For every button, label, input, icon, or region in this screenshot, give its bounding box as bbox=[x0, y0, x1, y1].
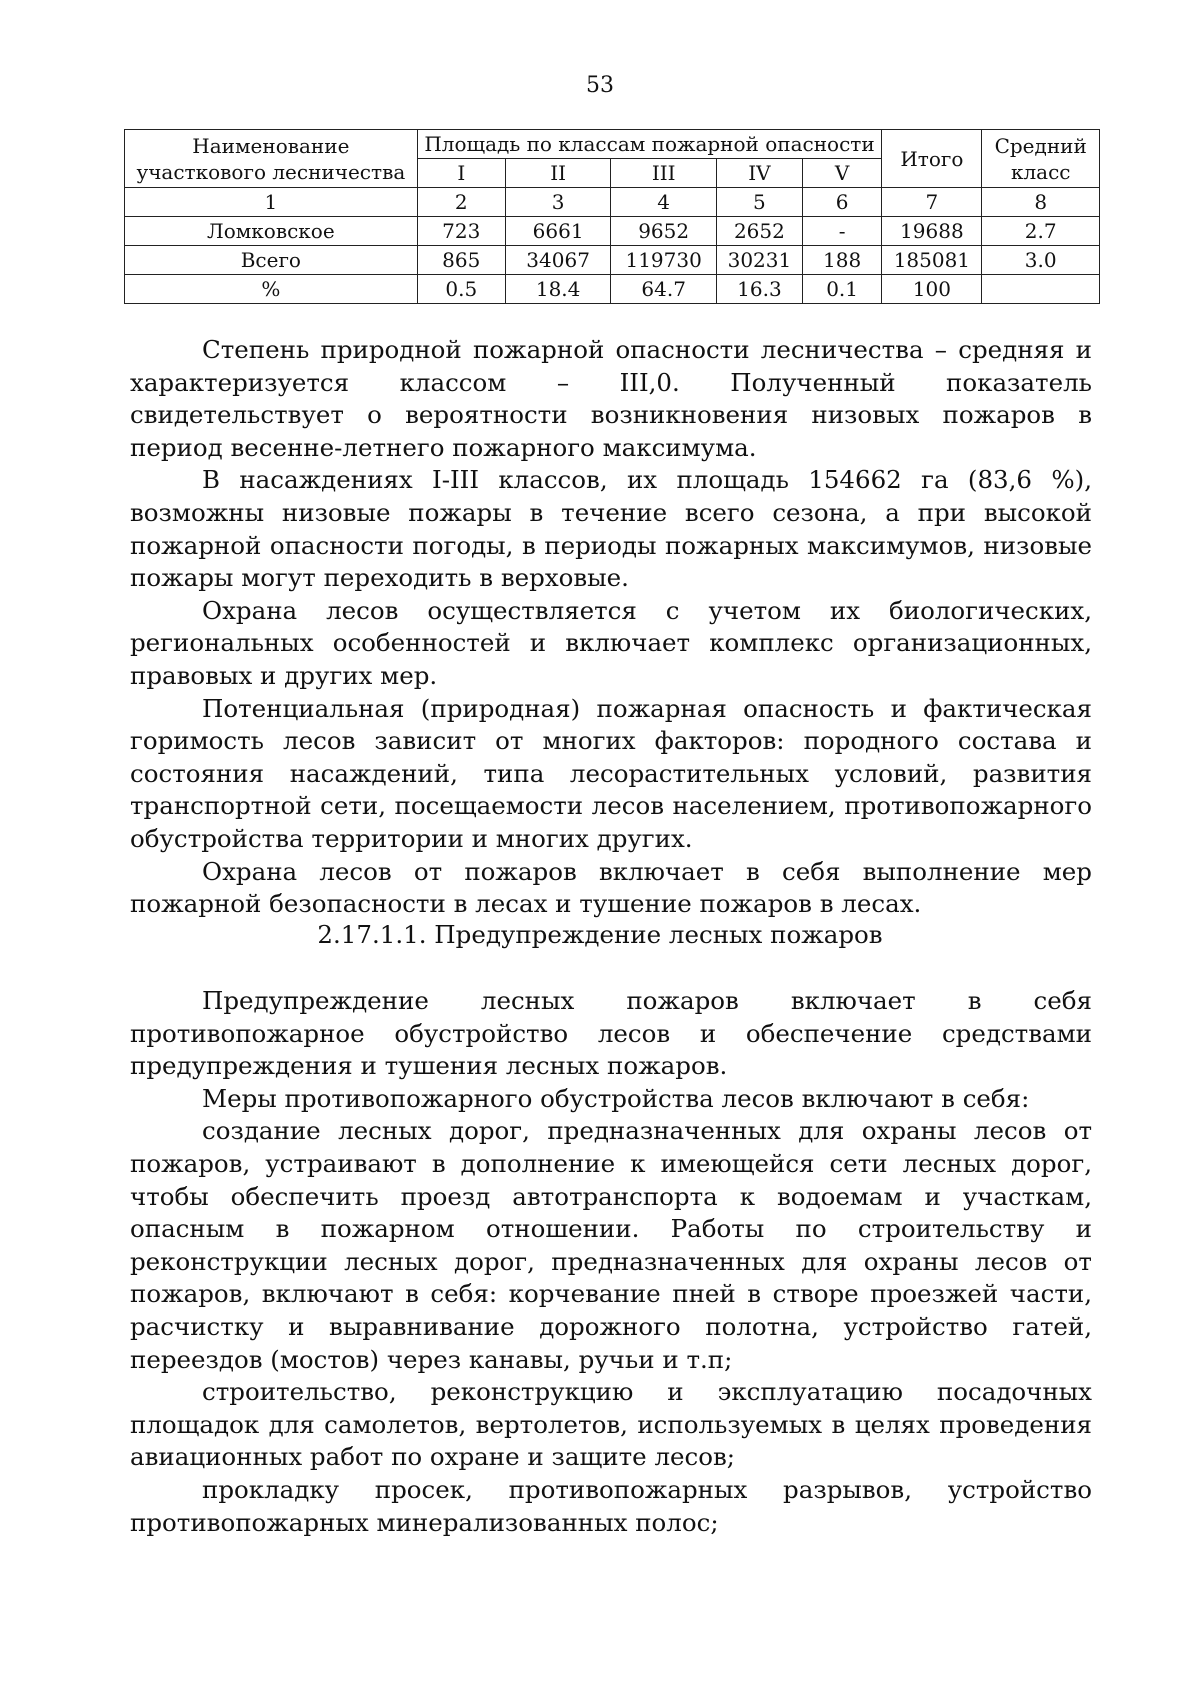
prevention-text bbox=[130, 985, 1092, 1539]
paragraph: В насаждениях I-III классов, их площадь 154662 га (83,6 %), возможны низовые пожары в течение всего сезона, а при высокой пожарной опасности погоды, в периоды пожарных максимумов, низовые пожары могут переходить в верховые. bbox=[130, 465, 1092, 593]
table-cell: 723 bbox=[417, 217, 505, 246]
paragraph: создание лесных дорог, предназначенных для охраны лесов от пожаров, устраивают в дополнение к имеющейся сети лесных дорог, чтобы обеспечить проезд автотранспорта к водоемам и участкам, опасным в пожарном отношении. Работы по строительству и реконструкции лесных дорог, предназначенных для охраны лесов от пожаров, включают в себя: корчевание пней в створе проезжей части, расчистку и выравнивание дорожного полотна, устройство гатей, переездов (мостов) через канавы, ручьи и т.п; bbox=[130, 1116, 1092, 1374]
page-number: 53 bbox=[586, 73, 614, 98]
table-cell: 2652 bbox=[716, 217, 802, 246]
paragraph: строительство, реконструкцию и эксплуатацию посадочных площадок для самолетов, вертолетов, используемых в целях проведения авиационных работ по охране и защите лесов; bbox=[130, 1377, 1092, 1472]
header-class: V bbox=[802, 159, 881, 188]
table-cell: 185081 bbox=[882, 246, 982, 275]
table-cell: 64.7 bbox=[611, 275, 717, 304]
header-name-cell bbox=[125, 130, 418, 188]
paragraph: Потенциальная (природная) пожарная опасность и фактическая горимость лесов зависит от многих факторов: породного состава и состояния насаждений, типа лесорастительных условий, развития транспортной сети, посещаемости лесов населением, противопожарного обустройства территории и многих других. bbox=[130, 693, 1092, 853]
paragraph: Меры противопожарного обустройства лесов включают в себя: bbox=[202, 1083, 1030, 1113]
table-cell: 865 bbox=[417, 246, 505, 275]
table-cell: 34067 bbox=[505, 246, 611, 275]
paragraph: Охрана лесов от пожаров включает в себя выполнение мер пожарной безопасности в лесах и тушение пожаров в лесах. bbox=[130, 856, 1092, 919]
header-class: IV bbox=[716, 159, 802, 188]
table-cell: 18.4 bbox=[505, 275, 611, 304]
column-number: 2 bbox=[417, 188, 505, 217]
table-cell: 9652 bbox=[611, 217, 717, 246]
paragraph: Предупреждение лесных пожаров включает в себя противопожарное обустройство лесов и обеспечение средствами предупреждения и тушения лесных пожаров. bbox=[130, 986, 1092, 1081]
table-cell: 30231 bbox=[716, 246, 802, 275]
header-class: III bbox=[611, 159, 717, 188]
table-cell: Ломковское bbox=[125, 217, 418, 246]
column-number-row bbox=[125, 188, 1100, 217]
column-number: 4 bbox=[611, 188, 717, 217]
table-cell: 0.1 bbox=[802, 275, 881, 304]
header-area-group: Площадь по классам пожарной опасности bbox=[417, 130, 882, 159]
header-name-line1: Наименование bbox=[192, 133, 350, 158]
table-cell: % bbox=[125, 275, 418, 304]
paragraph: Степень природной пожарной опасности лесничества – средняя и характеризуется классом – III,0. Полученный показатель свидетельствует о вероятности возникновения низовых пожаров в период весенне-летнего пожарного максимума. bbox=[130, 335, 1092, 462]
fire-danger-text bbox=[130, 334, 1092, 921]
fire-danger-table bbox=[124, 129, 1100, 304]
table-cell: 16.3 bbox=[716, 275, 802, 304]
paragraph: Охрана лесов осуществляется с учетом их биологических, региональных особенностей и включает комплекс организационных, правовых и других мер. bbox=[130, 595, 1092, 690]
table-cell: - bbox=[802, 217, 881, 246]
table-cell: 188 bbox=[802, 246, 881, 275]
header-total: Итого bbox=[882, 130, 982, 188]
table-cell: 100 bbox=[882, 275, 982, 304]
table-cell: 19688 bbox=[882, 217, 982, 246]
header-avg-line1: Средний bbox=[994, 133, 1087, 158]
column-number: 3 bbox=[505, 188, 611, 217]
column-number: 7 bbox=[882, 188, 982, 217]
header-class: I bbox=[417, 159, 505, 188]
column-number: 5 bbox=[716, 188, 802, 217]
header-class: II bbox=[505, 159, 611, 188]
table-cell bbox=[982, 275, 1100, 304]
column-number: 6 bbox=[802, 188, 881, 217]
table-row bbox=[125, 246, 1100, 275]
section-heading: 2.17.1.1. Предупреждение лесных пожаров bbox=[317, 920, 883, 949]
table-cell: 3.0 bbox=[982, 246, 1100, 275]
paragraph: прокладку просек, противопожарных разрывов, устройство противопожарных минерализованных полос; bbox=[130, 1474, 1092, 1537]
column-number: 1 bbox=[125, 188, 418, 217]
table-cell: 6661 bbox=[505, 217, 611, 246]
table-cell: Всего bbox=[125, 246, 418, 275]
column-number: 8 bbox=[982, 188, 1100, 217]
table-cell: 119730 bbox=[611, 246, 717, 275]
table-row bbox=[125, 275, 1100, 304]
table-header-row bbox=[125, 130, 1100, 159]
header-name-line2: участкового лесничества bbox=[136, 159, 406, 184]
table-cell: 2.7 bbox=[982, 217, 1100, 246]
table-cell: 0.5 bbox=[417, 275, 505, 304]
header-avg-line2: класс bbox=[1010, 159, 1071, 184]
header-avg-class-cell bbox=[982, 130, 1100, 188]
table-row bbox=[125, 217, 1100, 246]
